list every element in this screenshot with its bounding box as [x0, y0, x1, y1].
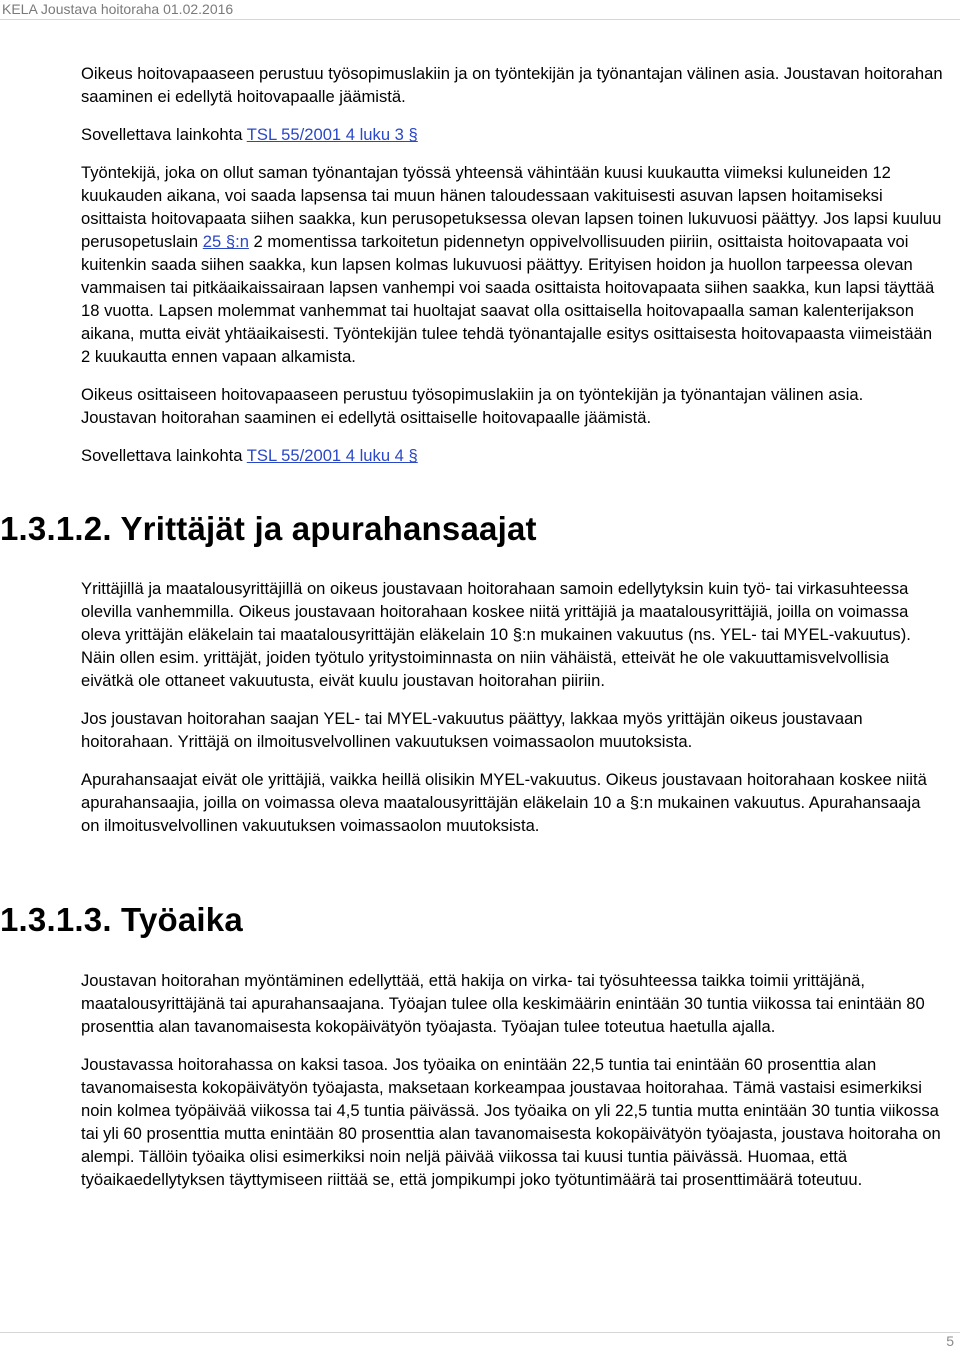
section-tyoaika — [81, 969, 943, 1206]
paragraph-text: Työntekijä, joka on ollut saman työnantajan työssä yhteensä vähintään kuusi kuukautta viimeksi kuluneiden 12 kuukauden aikana, voi saada lapsensa tai muun hänen taloudessaan vakituisesti asuvan lapsen hoitamiseksi osittaista hoitovapaata siihen saakka, kun perusopetuksessa olevan lapsen toinen lukuvuosi päättyy. Jos lapsi kuuluu perusopetuslain — [81, 163, 942, 251]
paragraph: Jos joustavan hoitorahan saajan YEL- tai MYEL-vakuutus päättyy, lakkaa myös yrittäjän oikeus joustavaan hoitorahaan. Yrittäjä on ilmoitusvelvollinen vakuutuksen voimassaolon muutoksista. — [81, 709, 863, 751]
law-link-tsl-4-4[interactable]: TSL 55/2001 4 luku 4 § — [246, 446, 418, 465]
paragraph: Yrittäjillä ja maatalousyrittäjillä on oikeus joustavaan hoitorahaan samoin edellytyksin kuin työ- tai virkasuhteessa olevilla vanhemmilla. Oikeus joustavaan hoitorahaan koskee niitä yrittäjiä ja maatalousyrittäjiä, joilla on voimassa oleva yrittäjän eläkelain tai maatalousyrittäjän eläkelain 10 §:n mukainen vakuutus (ns. YEL- tai MYEL-vakuutus). Näin ollen esim. yrittäjät, joiden työtulo yritystoiminnasta on niin vähäistä, etteivät he ole vakuuttamisvelvollisia eivätkä ole ottaneet vakuutusta, eivät kuulu joustavan hoitorahan piiriin. — [81, 579, 911, 690]
law-link-25[interactable]: 25 §:n — [202, 232, 249, 251]
section-yrittajat — [81, 577, 943, 852]
law-link-tsl-4-3[interactable]: TSL 55/2001 4 luku 3 § — [246, 125, 418, 144]
law-reference — [81, 444, 943, 467]
paragraph: Joustavassa hoitorahassa on kaksi tasoa. Jos työaika on enintään 22,5 tuntia tai enintään 60 prosenttia alan tavanomaisesta kokopäivätyön työajasta, maksetaan korkeampaa joustavaa hoitorahaa. Tämä vastaisi esimerkiksi noin kolmea työpäivää viikossa tai 4,5 tuntia päivässä. Jos työaika on yli 22,5 tuntia mutta enintään 30 tuntia viikossa tai yli 60 prosenttia mutta enintään 80 prosenttia alan tavanomaisesta kokopäivätyön työajasta, joustava hoitoraha on alempi. Tällöin työaika olisi esimerkiksi noin neljä päivää viikossa tai kuusi tuntia päivässä. Huomaa, että työaikaedellytyksen täyttymiseen riittää se, että jompikumpi joko työtuntimäärä tai prosenttimäärä toteutuu. — [81, 1055, 941, 1189]
law-reference-prefix: Sovellettava lainkohta — [81, 446, 247, 465]
paragraph-text: 2 momentissa tarkoitetun pidennetyn oppivelvollisuuden piiriin, osittaista hoitovapaata voi kuitenkin saada siihen saakka, kun lapsen kolmas lukuvuosi päättyy. Erityisen hoidon ja huollon tarpeessa olevan vammaisen tai pitkäaikaissairaan lapsen vanhempi voi saada osittaista hoitovapaata siihen saakka, kun lapsi täyttää 18 vuotta. Lapsen molemmat vanhemmat tai huoltajat saavat olla osittaisella hoitovapaalla saman kalenterijakson aikana, mutta eivät yhtäaikaisesti. Työntekijän tulee tehdä työnantajalle esitys osittaisesta hoitovapaasta viimeistään 2 kuukautta ennen vapaan alkamista. — [81, 232, 935, 366]
law-reference — [81, 123, 943, 146]
header-title: KELA Joustava hoitoraha 01.02.2016 — [2, 1, 234, 17]
section-heading-tyoaika: 1.3.1.3. Työaika — [0, 901, 243, 938]
paragraph: Oikeus hoitovapaaseen perustuu työsopimuslakiin ja on työntekijän ja työnantajan välinen asia. Joustavan hoitorahan saaminen ei edellytä hoitovapaalle jäämistä. — [81, 64, 943, 106]
paragraph: Apurahansaajat eivät ole yrittäjiä, vaikka heillä olisikin MYEL-vakuutus. Oikeus joustavaan hoitorahaan koskee niitä apurahansaajia, joilla on voimassa oleva maatalousyrittäjän eläkelain 10 a §:n mukainen vakuutus. Apurahansaaja on ilmoitusvelvollinen vakuutuksen voimassaolon muutoksista. — [81, 770, 927, 835]
paragraph — [81, 161, 943, 368]
section-heading-yrittajat: 1.3.1.2. Yrittäjät ja apurahansaajat — [0, 510, 537, 547]
page-number: 5 — [946, 1333, 954, 1349]
section-hoitovapaa — [81, 62, 943, 482]
paragraph: Joustavan hoitorahan myöntäminen edellyttää, että hakija on virka- tai työsuhteessa taikka toimii yrittäjänä, maatalousyrittäjänä tai apurahansaajana. Työajan tulee olla keskimäärin enintään 30 tuntia viikossa tai enintään 80 prosenttia alan tavanomaisesta kokopäivätyön työajasta. Työajan tulee toteutua haetulla ajalla. — [81, 971, 925, 1036]
header-divider — [0, 19, 960, 20]
law-reference-prefix: Sovellettava lainkohta — [81, 125, 247, 144]
paragraph: Oikeus osittaiseen hoitovapaaseen perustuu työsopimuslakiin ja on työntekijän ja työnantajan välinen asia. Joustavan hoitorahan saaminen ei edellytä osittaiselle hoitovapaalle jäämistä. — [81, 385, 864, 427]
footer-divider — [0, 1332, 960, 1333]
